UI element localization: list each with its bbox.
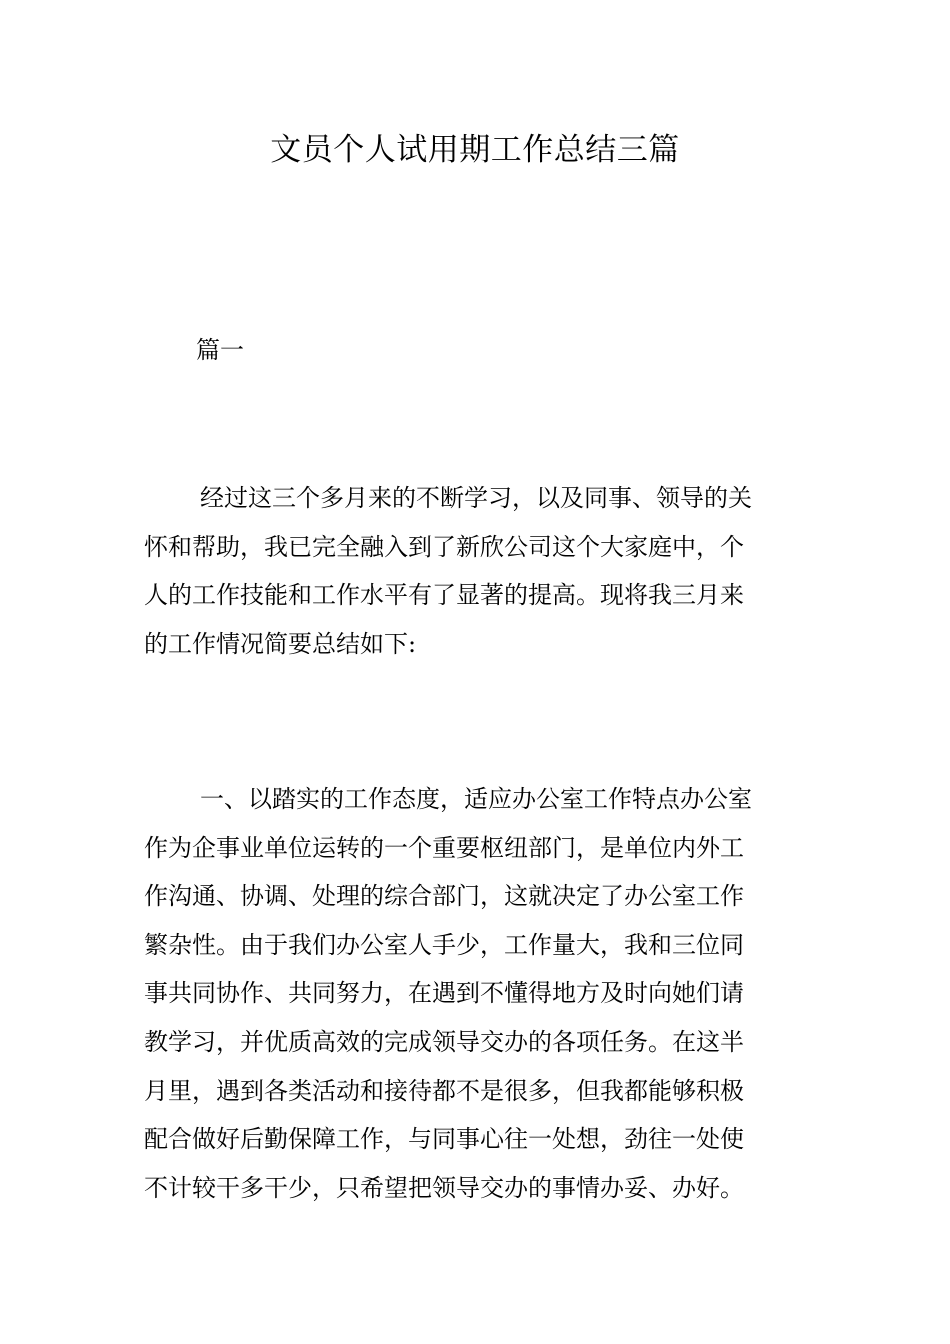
- paragraph-line: 作沟通、协调、处理的综合部门，这就决定了办公室工作: [144, 882, 744, 911]
- paragraph-line: 一、以踏实的工作态度，适应办公室工作特点办公室: [200, 785, 752, 813]
- paragraph-line: 的工作情况简要总结如下:: [144, 629, 417, 658]
- paragraph-line: 事共同协作、共同努力，在遇到不懂得地方及时向她们请: [144, 979, 744, 1008]
- page-title: 文员个人试用期工作总结三篇: [270, 132, 680, 168]
- paragraph-2: [144, 775, 816, 1212]
- paragraph-line: 教学习，并优质高效的完成领导交办的各项任务。在这半: [144, 1027, 744, 1056]
- paragraph-line: 经过这三个多月来的不断学习，以及同事、领导的关: [200, 484, 752, 512]
- paragraph-line: 作为企事业单位运转的一个重要枢纽部门，是单位内外工: [144, 833, 744, 862]
- paragraph-line: 不计较干多干少，只希望把领导交办的事情办妥、办好。: [144, 1173, 744, 1202]
- paragraph-line: 月里，遇到各类活动和接待都不是很多，但我都能够积极: [144, 1076, 744, 1105]
- paragraph-line: 人的工作技能和工作水平有了显著的提高。现将我三月来: [144, 581, 744, 610]
- section-label: 篇一: [196, 336, 244, 364]
- paragraph-line: 怀和帮助，我已完全融入到了新欣公司这个大家庭中，个: [144, 532, 744, 561]
- paragraph-1: [144, 474, 816, 668]
- paragraph-line: 配合做好后勤保障工作，与同事心往一处想，劲往一处使: [144, 1125, 744, 1154]
- paragraph-line: 繁杂性。由于我们办公室人手少，工作量大，我和三位同: [144, 930, 744, 959]
